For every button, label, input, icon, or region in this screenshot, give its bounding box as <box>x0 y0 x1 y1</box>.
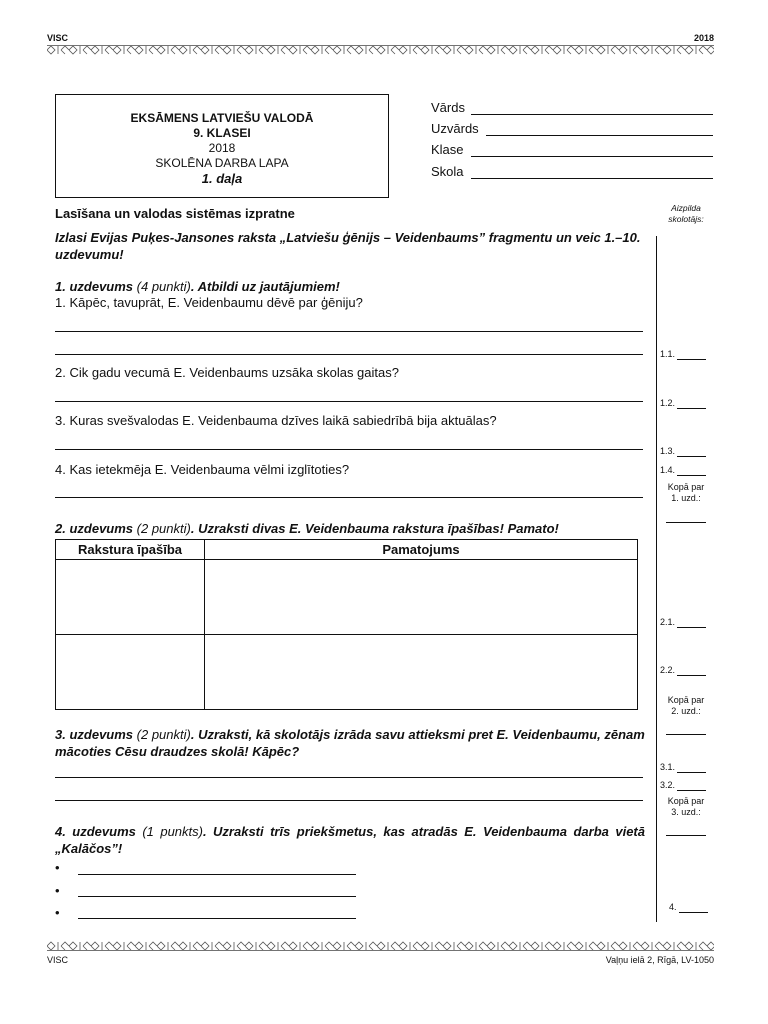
task-2-label: 2. uzdevums <box>55 521 134 536</box>
exam-part: 1. daļa <box>201 171 243 186</box>
task-3-instruction: . Uzraksti, kā skolotājs izrāda savu attieksmi pret E. Veidenbaumu, zēnam mācoties Cēsu draudzes skolā! Kāpēc? <box>55 727 645 759</box>
question-1-2: 2. Cik gadu vecumā E. Veidenbaums uzsāka skolas gaitas? <box>55 365 399 380</box>
bullet-1: • <box>55 860 60 875</box>
task-2-points: (2 punkti) <box>136 521 191 536</box>
section-title: Lasīšana un valodas sistēmas izpratne <box>55 206 295 221</box>
task-2-instruction: . Uzraksti divas E. Veidenbauma rakstura īpašības! Pamato! <box>190 521 559 536</box>
question-1-4: 4. Kas ietekmēja E. Veidenbauma vēlmi izglītoties? <box>55 462 350 477</box>
question-1-1: 1. Kāpēc, tavuprāt, E. Veidenbaumu dēvē par ģēniju? <box>55 295 363 310</box>
header-org: VISC <box>47 33 69 43</box>
answer-line-4-1[interactable] <box>78 874 356 875</box>
column-header-justification: Pamatojums <box>205 540 638 560</box>
table-row <box>56 560 638 635</box>
justification-cell-1[interactable] <box>205 560 638 635</box>
task-1-points: (4 punkti) <box>136 279 191 294</box>
trait-cell-2[interactable] <box>56 635 205 710</box>
school-field[interactable] <box>431 164 713 182</box>
answer-line-4-3[interactable] <box>78 918 356 919</box>
task-1-label: 1. uzdevums <box>55 279 134 294</box>
task-3-label: 3. uzdevums <box>55 727 134 742</box>
bullet-2: • <box>55 883 60 898</box>
bullet-3: • <box>55 905 60 920</box>
name-label: Vārds <box>431 100 465 115</box>
school-label: Skola <box>431 164 464 179</box>
surname-field[interactable] <box>431 121 713 139</box>
column-header-trait: Rakstura īpašība <box>56 540 205 560</box>
task-4-instruction: . Uzraksti trīs priekšmetus, kas atradās E. Veidenbauma darba vietā „Kalāčos”! <box>55 824 645 856</box>
exam-sheet-type: SKOLĒNA DARBA LAPA <box>155 156 289 170</box>
score-1-3[interactable]: 1.3. <box>660 446 675 458</box>
task-3-points: (2 punkti) <box>136 727 191 742</box>
question-1-3: 3. Kuras svešvalodas E. Veidenbauma dzīves laikā sabiedrībā bija aktuālas? <box>55 413 497 428</box>
surname-label: Uzvārds <box>431 121 479 136</box>
answer-line-4-2[interactable] <box>78 896 356 897</box>
exam-title-box <box>55 94 389 198</box>
task-3-heading <box>55 726 645 760</box>
header-year: 2018 <box>693 33 714 43</box>
exam-year: 2018 <box>208 141 236 155</box>
task-4-heading <box>55 823 645 857</box>
table-row <box>56 635 638 710</box>
task-2-heading <box>55 521 559 536</box>
score-1-2[interactable]: 1.2. <box>660 398 675 410</box>
exam-grade: 9. KLASEI <box>193 126 251 140</box>
name-field[interactable] <box>431 100 713 118</box>
exam-title: EKSĀMENS LATVIEŠU VALODĀ <box>130 111 314 125</box>
teacher-column-header: Aizpilda skolotājs: <box>668 203 704 224</box>
score-2-2[interactable]: 2.2. <box>660 665 675 677</box>
task-4-points: (1 punkts) <box>142 824 203 839</box>
footer-org: VISC <box>47 955 69 965</box>
justification-cell-2[interactable] <box>205 635 638 710</box>
answer-line-1-4[interactable] <box>55 497 643 498</box>
answer-line-1-1b[interactable] <box>55 354 643 355</box>
answer-line-3a[interactable] <box>55 777 643 778</box>
task-1-instruction: . Atbildi uz jautājumiem! <box>190 279 340 294</box>
total-task-2-line[interactable] <box>666 734 706 735</box>
ornament-border-bottom <box>47 941 714 951</box>
answer-line-1-1a[interactable] <box>55 331 643 332</box>
footer-address: Vaļņu ielā 2, Rīgā, LV-1050 <box>605 955 714 965</box>
class-label: Klase <box>431 142 464 157</box>
score-2-1[interactable]: 2.1. <box>660 617 675 629</box>
score-3-2[interactable]: 3.2. <box>660 780 675 792</box>
answer-line-1-2[interactable] <box>55 401 643 402</box>
total-task-1-line[interactable] <box>666 522 706 523</box>
score-3-1[interactable]: 3.1. <box>660 762 675 774</box>
character-traits-table <box>55 539 638 710</box>
total-task-2: Kopā par 2. uzd.: <box>667 695 705 716</box>
reading-instructions: Izlasi Evijas Puķes-Jansones raksta „Latviešu ģēnijs – Veidenbaums” fragmentu un veic 1.–10. uzdevumu! <box>55 230 641 262</box>
score-4[interactable]: 4. <box>669 902 677 914</box>
ornament-border-top <box>47 45 714 55</box>
class-field[interactable] <box>431 142 713 160</box>
score-1-4[interactable]: 1.4. <box>660 465 675 477</box>
score-1-1[interactable]: 1.1. <box>660 349 675 361</box>
teacher-column-divider <box>656 236 657 922</box>
answer-line-1-3[interactable] <box>55 449 643 450</box>
total-task-3-line[interactable] <box>666 835 706 836</box>
answer-line-3b[interactable] <box>55 800 643 801</box>
total-task-3: Kopā par 3. uzd.: <box>667 796 705 817</box>
task-1-heading <box>55 279 340 294</box>
total-task-1: Kopā par 1. uzd.: <box>667 482 705 503</box>
task-4-label: 4. uzdevums <box>55 824 136 839</box>
trait-cell-1[interactable] <box>56 560 205 635</box>
